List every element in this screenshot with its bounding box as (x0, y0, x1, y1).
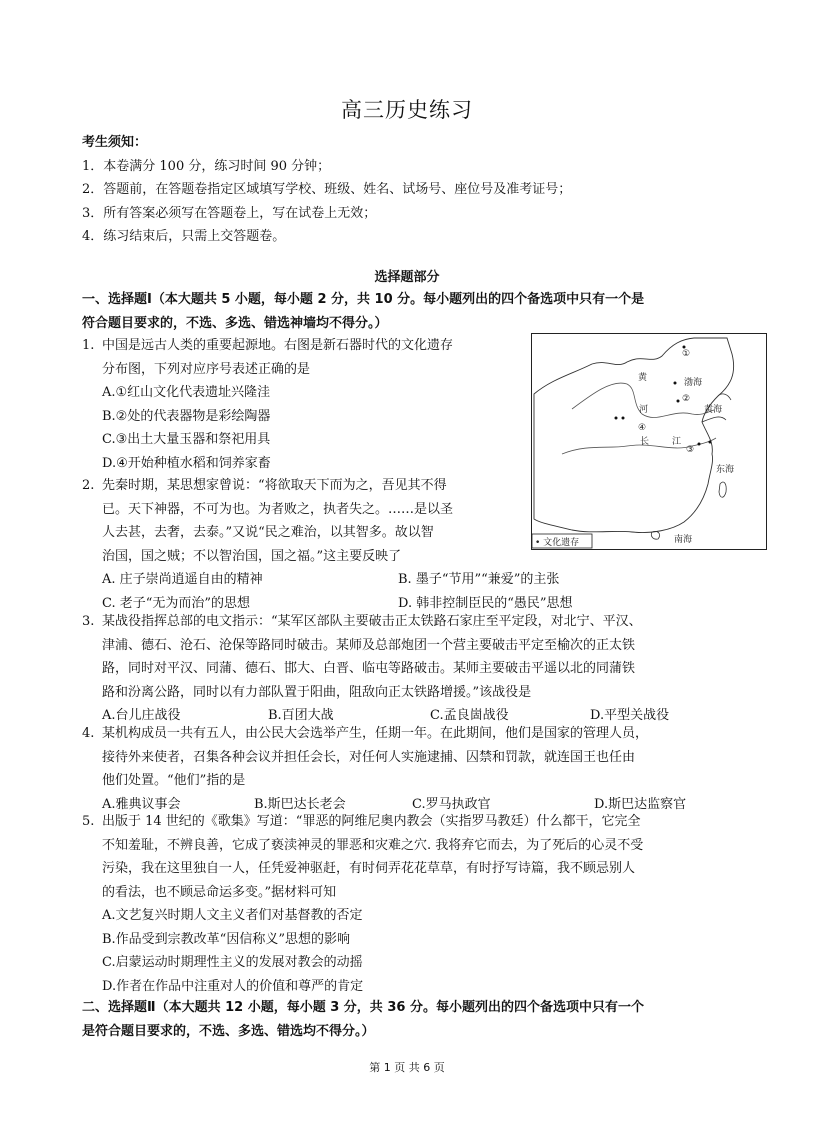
notice-item: 4．练习结束后，只需上交答题卷。 (82, 229, 286, 244)
option-b: B.②处的代表器物是彩绘陶器 (102, 408, 271, 424)
option-a: A.雅典议事会 (102, 796, 181, 812)
question-2 (82, 474, 527, 568)
question-text: 津浦、德石、沧石、沧保等路同时破击。某师及总部炮团一个营主要破击平定至榆次的正太铁 (102, 637, 636, 653)
option-d: D.④开始种植水稻和饲养家畜 (102, 455, 271, 471)
notice (82, 131, 571, 249)
question-text: 路，同时对平汉、同蒲、德石、邯大、白晋、临屯等路破击。某师主要破击平遥以北的同蒲铁 (102, 661, 636, 676)
marker-1: ① (682, 349, 691, 359)
option-a: A.①红山文化代表遗址兴隆洼 (102, 385, 271, 400)
page-title: 高三历史练习 (341, 98, 473, 122)
option-c: C.③出土大量玉器和祭祀用具 (102, 432, 271, 447)
taiwan-island (719, 482, 726, 497)
question-number: 4. (82, 726, 95, 741)
question-text: 出版于 14 世纪的《歌集》写道：“罪恶的阿维尼奥内教会（实指罗马教廷）什么都干，它完全 (102, 814, 641, 829)
question-text: 中国是远古人类的重要起源地。右图是新石器时代的文化遗存 (102, 338, 454, 353)
option-a: A.文艺复兴时期人文主义者们对基督教的否定 (102, 908, 363, 923)
question-4 (82, 722, 742, 816)
question-text: 路和汾离公路，同时以有力部队置于阳曲，阻敌向正太铁路增援。”该战役是 (102, 684, 532, 700)
marker-2: ② (682, 394, 691, 404)
option-c: C.启蒙运动时期理性主义的发展对教会的动摇 (102, 955, 363, 970)
question-3 (82, 610, 742, 728)
question-number: 5. (82, 814, 95, 829)
part2-line: 二、选择题Ⅱ（本大题共 12 小题，每小题 3 分，共 36 分。每小题列出的四个备选项中只有一个 (82, 1000, 644, 1015)
neolithic-sites-map (531, 333, 767, 550)
land-outline (534, 338, 734, 533)
question-number: 2. (82, 478, 95, 493)
question-text: 不知羞耻，不辨良善，它成了亵渎神灵的罪恶和灾难之穴. 我将弃它而去，为了死后的心灵不受 (102, 837, 644, 853)
marker-4: ④ (638, 423, 647, 433)
option-c: C. 老子“无为而治”的思想 (102, 595, 251, 611)
notice-heading: 考生须知： (82, 135, 148, 150)
page-footer: 第 1 页 共 6 页 (369, 1061, 445, 1074)
question-text: 治国，国之贼；不以智治国，国之福。”这主要反映了 (102, 548, 402, 564)
option-a: A. 庄子崇尚逍遥自由的精神 (102, 572, 263, 587)
marker-3: ③ (686, 445, 695, 455)
option-d: D.斯巴达监察官 (594, 796, 687, 812)
question-text: 某战役指挥总部的电文指示：“某军区部队主要破击正太铁路石家庄至平定段，对北宁、平汉、 (102, 614, 642, 629)
label-chang: 长 (640, 437, 650, 447)
map-legend: • 文化遗存 (535, 538, 580, 548)
option-d: D.作者在作品中注重对人的价值和尊严的肯定 (102, 978, 364, 994)
question-text: 某机构成员一共有五人，由公民大会选举产生，任期一年。在此期间，他们是国家的管理人员， (102, 726, 649, 741)
option-b: B.百团大战 (268, 708, 334, 723)
option-c: C.孟良崮战役 (430, 708, 509, 723)
option-b: B.斯巴达长老会 (254, 796, 346, 812)
label-he: 河 (639, 405, 649, 415)
option-a: A.台儿庄战役 (102, 708, 181, 723)
notice-item: 1．本卷满分 100 分，练习时间 90 分钟； (82, 158, 331, 174)
label-huanghai: 黄海 (704, 405, 723, 415)
option-d: D.平型关战役 (590, 708, 670, 723)
question-2-options (102, 568, 722, 615)
question-text: 先秦时期，某思想家曾说：“将欲取天下而为之，吾见其不得 (102, 478, 447, 493)
part1-line: 符合题目要求的，不选、多选、错选神墙均不得分。） (82, 315, 388, 331)
notice-item: 2．答题前，在答题卷指定区域填写学校、班级、姓名、试场号、座位号及准考证号； (82, 182, 572, 197)
part2-instructions (82, 996, 644, 1043)
part1-instructions (82, 288, 644, 335)
label-huang: 黄 (638, 373, 648, 383)
question-text: 已。天下神器，不可为也。为者败之，执者失之。……是以圣 (102, 501, 454, 517)
question-text: 污染，我在这里独自一人，任凭爱神驱赶，有时伺弄花花草草，有时抒写诗篇，我不顾忌别人 (102, 861, 636, 876)
question-text: 的看法，也不顾忌命运多变。”据材料可知 (102, 884, 337, 900)
label-nanhai: 南海 (674, 535, 693, 545)
question-number: 1. (82, 338, 95, 353)
part2-line: 是符合题目要求的，不选、多选、错选均不得分。） (82, 1023, 375, 1039)
option-b: B.作品受到宗教改革“因信称义”思想的影响 (102, 931, 350, 947)
question-number: 3. (82, 614, 95, 629)
question-5 (82, 810, 742, 998)
option-c: C.罗马执政官 (412, 796, 491, 812)
option-b: B. 墨子“节用”“兼爱”的主张 (398, 572, 560, 587)
label-bohai: 渤海 (684, 378, 703, 388)
notice-item: 3．所有答案必须写在答题卷上，写在试卷上无效； (82, 205, 377, 221)
part1-line: 一、选择题Ⅰ（本大题共 5 小题，每小题 2 分，共 10 分。每小题列出的四个备选项中只有一个是 (82, 292, 645, 307)
question-text: 分布图，下列对应序号表述正确的是 (102, 361, 311, 377)
label-donghai: 东海 (716, 465, 735, 475)
label-jiang: 江 (672, 437, 682, 447)
question-text: 他们处置。“他们”指的是 (102, 773, 246, 788)
question-1 (82, 334, 527, 475)
question-text: 人去甚，去奢，去泰。”又说“民之难治，以其智多。故以智 (102, 525, 434, 540)
section-title: 选择题部分 (374, 270, 440, 285)
option-d: D. 韩非控制臣民的“愚民”思想 (398, 595, 573, 611)
question-text: 接待外来使者，召集各种会议并担任会长，对任何人实施逮捕、囚禁和罚款，就连国王也任由 (102, 749, 636, 765)
